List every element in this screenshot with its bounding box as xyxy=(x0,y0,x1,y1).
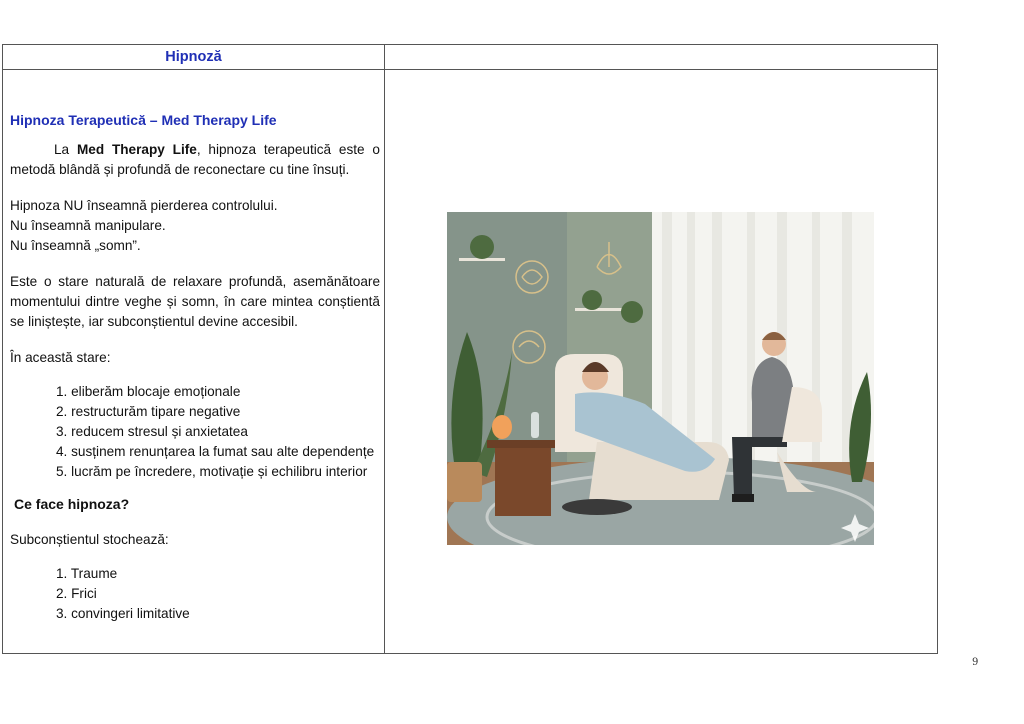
intro-paragraph xyxy=(10,140,380,180)
intro-prefix: La xyxy=(54,142,77,157)
list-item: 5. lucrăm pe încredere, motivație și echilibru interior xyxy=(56,464,368,479)
list-item: 1. eliberăm blocaje emoționale xyxy=(56,384,241,399)
section-title: Hipnoza Terapeutică – Med Therapy Life xyxy=(10,112,277,128)
list-item: 2. Frici xyxy=(56,586,97,601)
list-item: 4. susținem renunțarea la fumat sau alte dependențe xyxy=(56,444,375,459)
column-divider xyxy=(384,45,385,653)
therapy-room-photo xyxy=(447,212,874,545)
intro-brand: Med Therapy Life xyxy=(76,142,197,157)
description-paragraph: Este o stare naturală de relaxare profundă, asemănătoare momentului dintre veghe și somn, în care mintea conștientă se liniștește, iar subconștientul devine accesibil. xyxy=(10,274,380,329)
intro-rest: , hipnoza terapeutică este o metodă blândă și profundă de reconectare cu tine însuți. xyxy=(10,142,380,177)
table-header-title: Hipnoză xyxy=(165,49,222,65)
state-list xyxy=(10,382,380,482)
what-heading: Ce face hipnoza? xyxy=(14,496,130,512)
not-sleep-line: Nu înseamnă „somn”. xyxy=(10,238,141,253)
list-item: 1. Traume xyxy=(56,566,118,581)
list-item: 3. reducem stresul și anxietatea xyxy=(56,424,248,439)
text-cell xyxy=(10,70,380,654)
not-control-line: Hipnoza NU înseamnă pierderea controlului. xyxy=(10,198,278,213)
stores-list xyxy=(10,564,380,624)
not-manipulation-line: Nu înseamnă manipulare. xyxy=(10,218,166,233)
list-item: 3. convingeri limitative xyxy=(56,606,190,621)
state-intro: În această stare: xyxy=(10,350,111,365)
stores-intro: Subconștientul stochează: xyxy=(10,532,169,547)
list-item: 2. restructurăm tipare negative xyxy=(56,404,241,419)
page-number: 9 xyxy=(972,657,979,668)
